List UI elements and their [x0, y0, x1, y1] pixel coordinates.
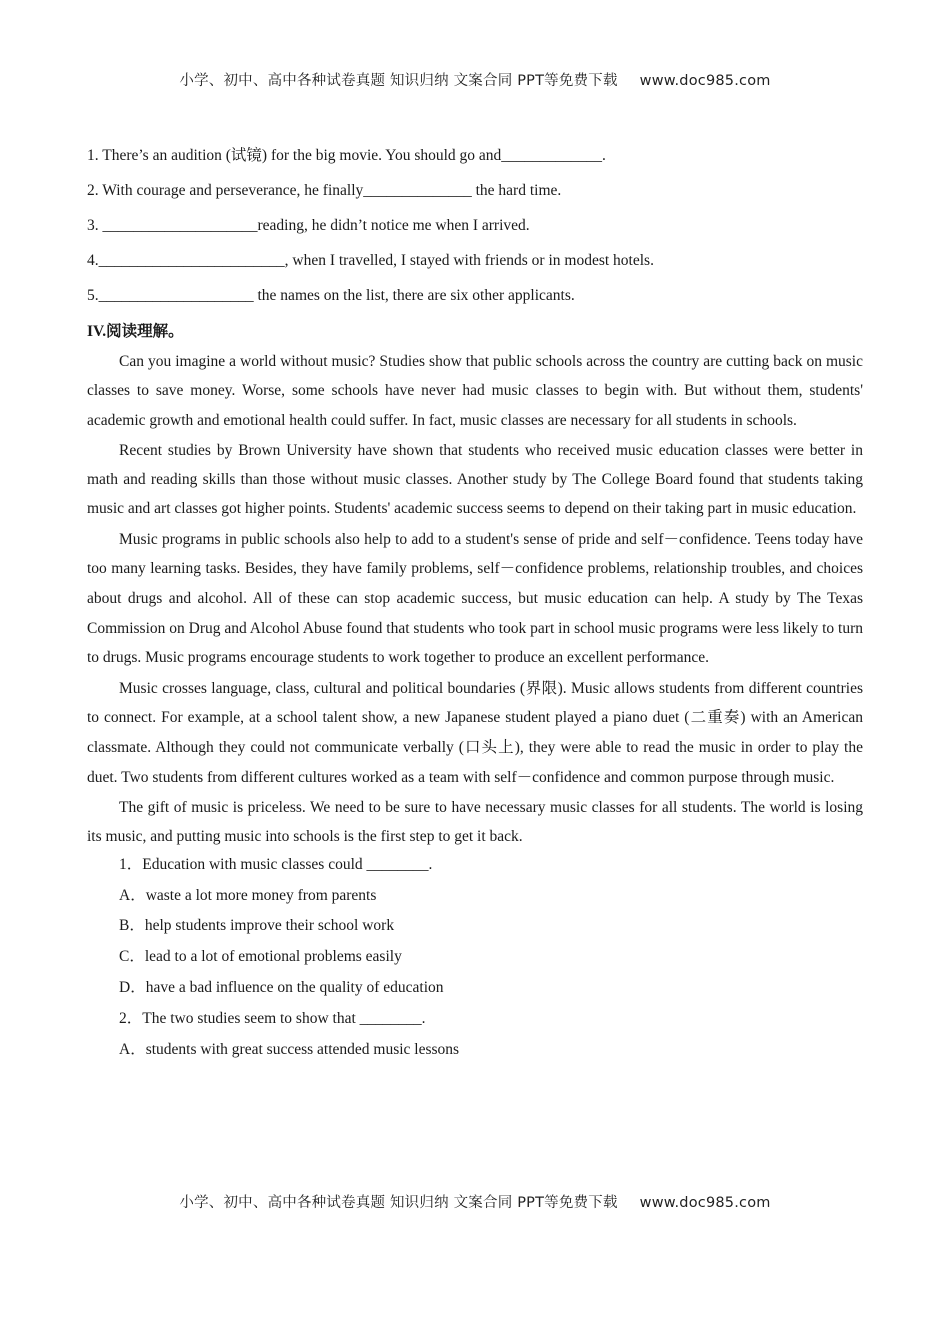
section-title: IV.阅读理解。 — [87, 323, 184, 340]
document-body — [87, 143, 863, 1068]
fill-blank-item: 4.________________________, when I travelled, I stayed with friends or in modest hotels. — [87, 252, 654, 269]
question-stem: 2．The two studies seem to show that ________. — [119, 1009, 426, 1027]
passage-paragraph: Music programs in public schools also help to add to a student's sense of pride and self－confidence. Teens today have too many learning tasks. Besides, they have family problems, self－confidence problems, relationship troubles, and choices about drugs and alcohol. All of these can stop academic success, but music education can help. A study by The Texas Commission on Drug and Alcohol Abuse found that students who took part in school music programs were less likely to turn to drugs. Music programs encourage students to work together to produce an excellent performance. — [87, 530, 863, 667]
page-footer — [0, 1191, 950, 1212]
header-site-link[interactable]: www.doc985.com — [639, 73, 771, 89]
fill-blank-section — [87, 143, 863, 318]
passage-paragraph: Can you imagine a world without music? Studies show that public schools across the country are cutting back on music classes to save money. Worse, some schools have never had music classes to begin with. But without them, students' academic growth and emotional health could suffer. In fact, music classes are necessary for all students in schools. — [87, 353, 863, 429]
question-list — [87, 853, 863, 1069]
answer-option: B．help students improve their school work — [119, 917, 395, 935]
reading-passage — [87, 347, 863, 852]
fill-blank-item: 1. There’s an audition (试镜) for the big movie. You should go and_____________. — [87, 147, 606, 164]
passage-paragraph: Music crosses language, class, cultural and political boundaries (界限). Music allows students from different countries to connect. For example, at a school talent show, a new Japanese student played a piano duet (二重奏) with an American classmate. Although they could not communicate verbally (口头上), they were able to read the music in order to play the duet. Two students from different cultures worked as a team with self－confidence and common purpose through music. — [87, 679, 863, 786]
fill-blank-item: 5.____________________ the names on the list, there are six other applicants. — [87, 287, 575, 304]
footer-site-link[interactable]: www.doc985.com — [639, 1195, 771, 1211]
answer-option: A．students with great success attended music lessons — [119, 1040, 460, 1058]
answer-option: A．waste a lot more money from parents — [119, 886, 377, 904]
question-stem: 1．Education with music classes could ________. — [119, 855, 433, 873]
answer-option: C．lead to a lot of emotional problems easily — [119, 948, 402, 966]
footer-text: 小学、初中、高中各种试卷真题 知识归纳 文案合同 PPT等免费下载 — [179, 1195, 618, 1211]
fill-blank-item: 2. With courage and perseverance, he finally______________ the hard time. — [87, 182, 562, 199]
answer-option: D．have a bad influence on the quality of education — [119, 978, 444, 996]
passage-paragraph: The gift of music is priceless. We need to be sure to have necessary music classes for all students. The world is losing its music, and putting music into schools is the first step to get it back. — [87, 799, 863, 846]
header-text: 小学、初中、高中各种试卷真题 知识归纳 文案合同 PPT等免费下载 — [179, 73, 618, 89]
page-header — [0, 69, 950, 90]
passage-paragraph: Recent studies by Brown University have shown that students who received music education classes were better in math and reading skills than those without music classes. Another study by The College Board found that students taking music and art classes got higher points. Students' academic success seems to depend on their taking part in music education. — [87, 441, 863, 518]
fill-blank-item: 3. ____________________reading, he didn’t notice me when I arrived. — [87, 217, 530, 234]
